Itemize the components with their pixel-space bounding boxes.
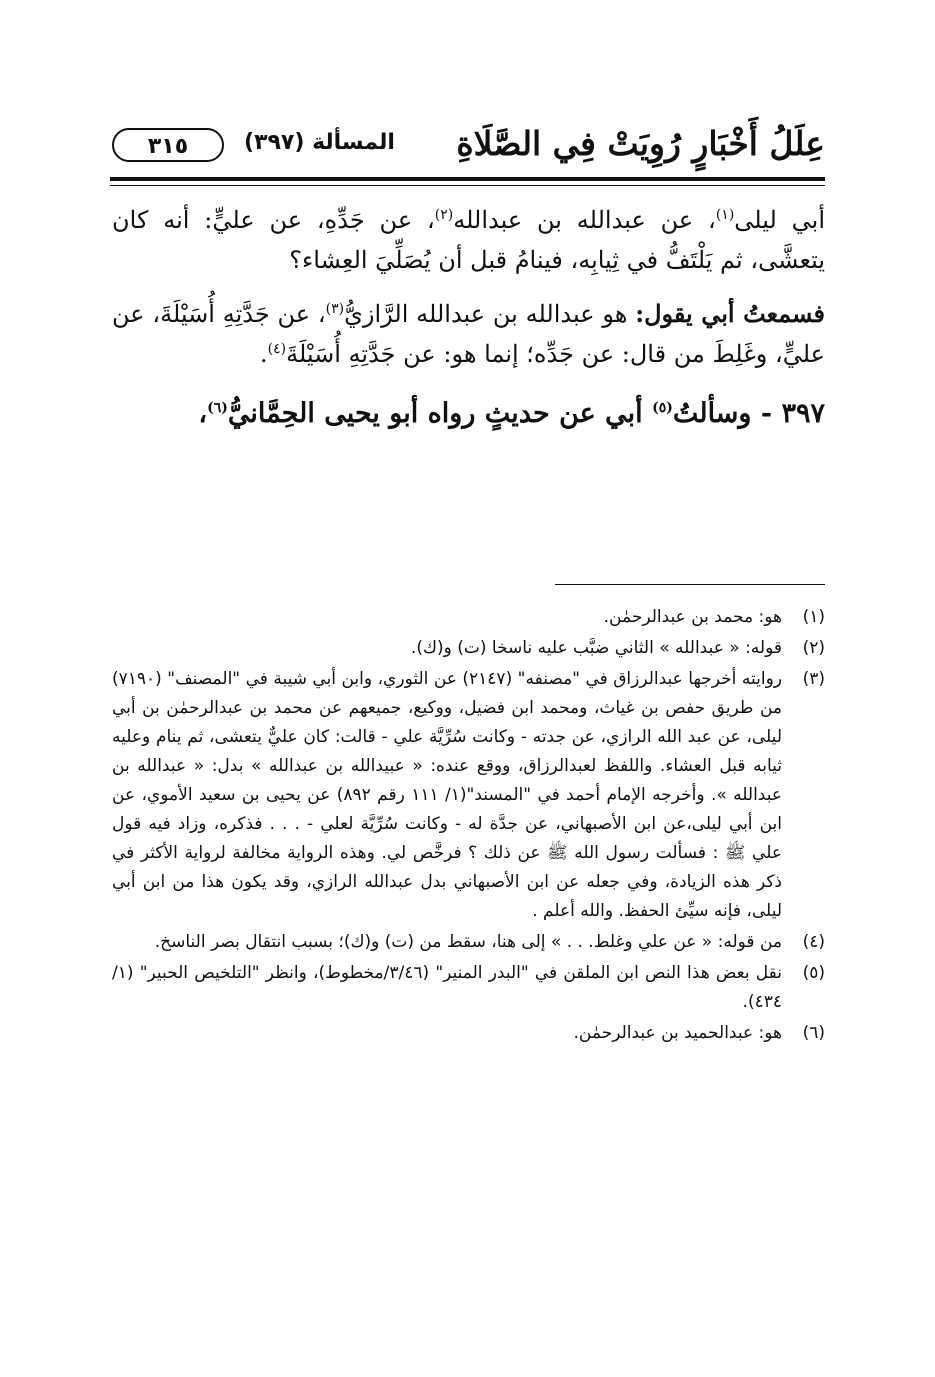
main-text: [112, 200, 825, 461]
book-title: عِلَلُ أَخْبَارٍ رُوِيَتْ فِي الصَّلَاةِ: [456, 124, 825, 163]
footnote-2: [112, 634, 825, 663]
footnote-5: [112, 959, 825, 1017]
footnote-4: [112, 928, 825, 957]
footnote-ref-1[interactable]: (١): [715, 207, 735, 223]
footnote-number: (٣): [802, 669, 825, 689]
issue-label: المسألة (٣٩٧): [244, 130, 395, 155]
footnote-ref-3[interactable]: (٣): [325, 301, 345, 317]
footnote-number: (٢): [802, 638, 825, 658]
header-rule-thin: [110, 185, 825, 186]
footnote-ref-4[interactable]: (٤): [267, 341, 287, 357]
running-header: [112, 118, 825, 170]
footnote-text: من قوله: « عن علي وغلط. . . » إلى هنا، سقط من (ت) و(ك)؛ بسبب انتقال بصر الناسخ.: [154, 932, 782, 952]
page-number: ٣١٥: [112, 128, 224, 162]
footnotes: [112, 603, 825, 1048]
text-run: ، عن جَدَّتِهِ أُسَيْلَةَ، عن عليٍّ، وغَلِطَ من قال: عن جَدِّه؛ إنما هو: عن جَدَّتِهِ أُسَيْلَةَ: [112, 300, 825, 368]
footnote-ref-2[interactable]: (٢): [434, 207, 454, 223]
text-run-bold: فسمعتُ أبي يقول:: [635, 299, 825, 328]
footnote-number: (٤): [802, 932, 825, 952]
footnote-number: (١): [802, 607, 825, 627]
question-397: [112, 394, 825, 434]
footnote-text: قوله: « عبدالله » الثاني ضبَّب عليه ناسخا (ت) و(ك).: [410, 638, 782, 658]
text-run: ، عن جَدِّهِ، عن عليٍّ: أنه كان يتعشَّى، ثم يَلْتَفُّ في ثِيابِه، فينامُ قبل أن يُصَلِّيَ العِشاء؟: [112, 206, 825, 274]
footnote-text: هو: محمد بن عبدالرحمٰن.: [603, 607, 782, 627]
footnote-separator: [555, 584, 825, 585]
text-run: أبي عن حديثٍ رواه أبو يحيى الحِمَّانيُّ: [227, 398, 653, 429]
footnote-3: [112, 665, 825, 926]
text-run: هو عبدالله بن عبدالله الرَّازيُّ: [344, 300, 636, 328]
paragraph-1: [112, 200, 825, 280]
header-rule-thick: [110, 177, 825, 181]
footnote-number: (٦): [802, 1023, 825, 1043]
footnote-text: روايته أخرجها عبدالرزاق في "مصنفه" (٢١٤٧) عن الثوري، وابن أبي شيبة في "المصنف" (٧١٩٠) من طريق حفص بن غياث، ومحمد ابن فضيل، ووكيع، جميعهم عن محمد بن عبدالرحمٰن بن أبي ليلى، عن عبد الله الرازي، عن جدته - وكانت سُرِّيَّة علي - قالت: كان عليٌّ يتعشى، ثم ينام وعليه ثيابه قبل العشاء. واللفظ لعبدالرزاق، ووقع عنده: « عبيدالله بن عبدالله » بدل: « عبدالله بن عبدالله ». وأخرجه الإمام أحمد في "المسند"(١/ ١١١ رقم ٨٩٢) عن يحيى بن سعيد الأموي، عن ابن أبي ليلى،عن ابن الأصبهاني، عن جدَّة له - وكانت سُرِّيَّة لعلي - . . . فذكره، وزاد فيه قول علي ﷺ : فسألت رسول الله ﷺ عن ذلك ؟ فرخَّص لي. وهذه الرواية مخالفة لرواية الأكثر في ذكر هذه الزيادة، وفي جعله عن ابن الأصبهاني بدل عبدالله الرازي، وقد يكون هذا من ابن أبي ليلى، فإنه سيِّئ الحفظ. والله أعلم .: [112, 669, 782, 921]
footnote-1: [112, 603, 825, 632]
footnote-text: هو: عبدالحميد بن عبدالرحمٰن.: [573, 1023, 782, 1043]
paragraph-2: [112, 294, 825, 374]
text-run: ، عن عبدالله بن عبدالله: [453, 206, 716, 234]
footnote-6: [112, 1019, 825, 1048]
text-run: ٣٩٧ - وسألتُ: [672, 398, 825, 429]
text-run: .: [259, 340, 268, 368]
text-run: ،: [198, 398, 208, 429]
footnote-ref-5[interactable]: (٥): [652, 400, 673, 416]
footnote-ref-6[interactable]: (٦): [207, 400, 228, 416]
footnote-text: نقل بعض هذا النص ابن الملقن في "البدر المنير" (٣/٤٦/مخطوط)، وانظر "التلخيص الحبير" (١/ ٤٣٤).: [112, 963, 783, 1012]
text-run: أبي ليلى: [734, 206, 825, 234]
footnote-number: (٥): [802, 963, 825, 983]
